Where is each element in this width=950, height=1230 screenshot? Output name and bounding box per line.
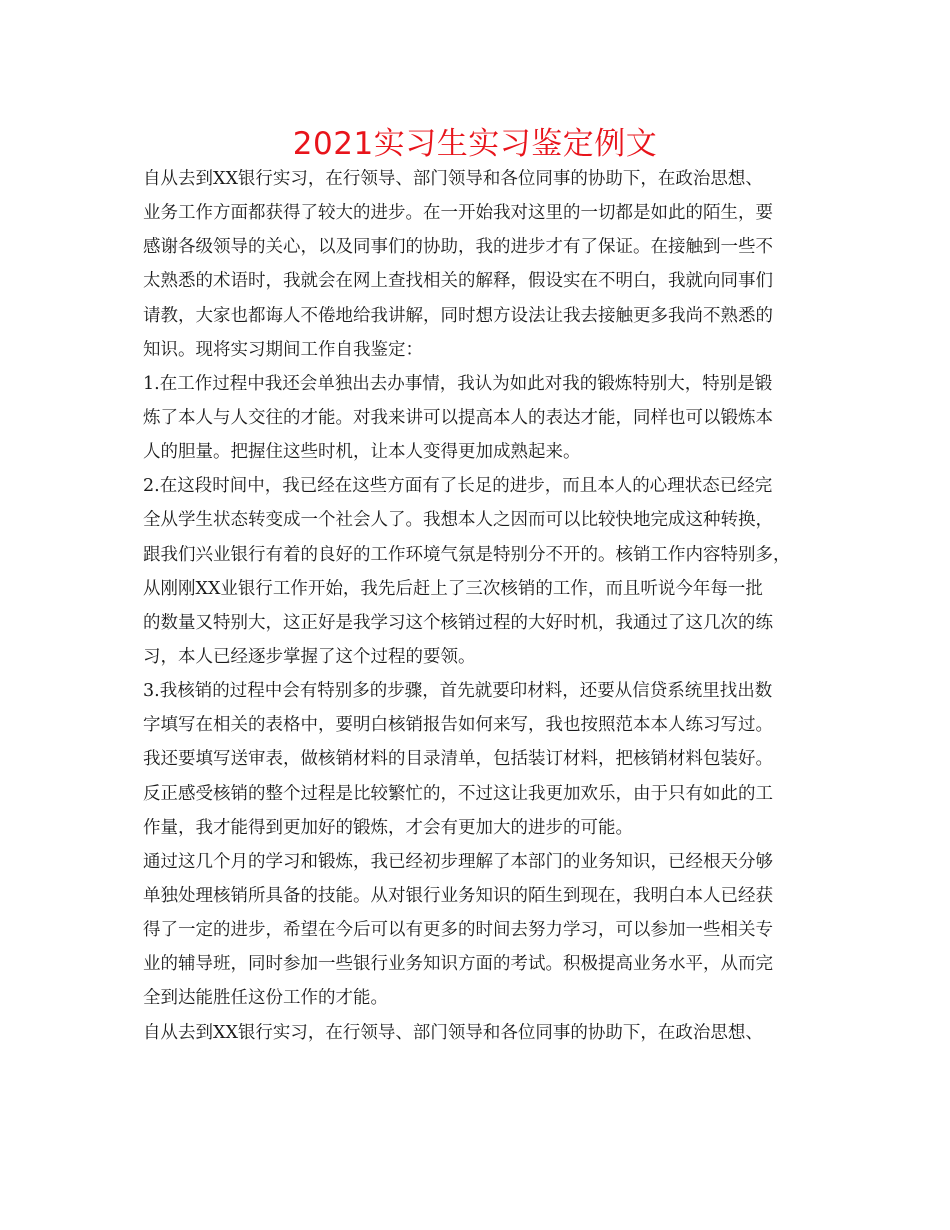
body-line: 太熟悉的术语时，我就会在网上查找相关的解释，假设实在不明白，我就向同事们	[143, 271, 773, 292]
body-line: 从刚刚XX业银行工作开始，我先后赶上了三次核销的工作，而且听说今年每一批	[143, 578, 763, 599]
body-line: 自从去到XX银行实习，在行领导、部门领导和各位同事的协助下，在政治思想、	[143, 1022, 763, 1043]
body-line: 作量，我才能得到更加好的锻炼，才会有更加大的进步的可能。	[143, 817, 633, 838]
body-line: 人的胆量。把握住这些时机，让本人变得更加成熟起来。	[143, 442, 581, 463]
body-line: 业务工作方面都获得了较大的进步。在一开始我对这里的一切都是如此的陌生，要	[143, 203, 773, 224]
body-line: 单独处理核销所具备的技能。从对银行业务知识的陌生到现在，我明白本人已经获	[143, 885, 773, 906]
document-body	[143, 162, 813, 1050]
body-line: 3.我核销的过程中会有特别多的步骤，首先就要印材料，还要从信贷系统里找出数	[143, 681, 773, 702]
body-line: 2.在这段时间中，我已经在这些方面有了长足的进步，而且本人的心理状态已经完	[143, 476, 773, 497]
body-line: 我还要填写送审表，做核销材料的目录清单，包括装订材料，把核销材料包装好。	[143, 749, 773, 770]
body-line: 感谢各级领导的关心，以及同事们的协助，我的进步才有了保证。在接触到一些不	[143, 237, 773, 258]
body-line: 字填写在相关的表格中，要明白核销报告如何来写，我也按照范本本人练习写过。	[143, 715, 773, 736]
body-line: 反正感受核销的整个过程是比较繁忙的，不过这让我更加欢乐，由于只有如此的工	[143, 783, 773, 804]
body-line: 自从去到XX银行实习，在行领导、部门领导和各位同事的协助下，在政治思想、	[143, 169, 763, 189]
body-line: 的数量又特别大，这正好是我学习这个核销过程的大好时机，我通过了这几次的练	[143, 612, 773, 633]
body-line: 请教，大家也都诲人不倦地给我讲解，同时想方设法让我去接触更多我尚不熟悉的	[143, 305, 773, 326]
body-line: 全从学生状态转变成一个社会人了。我想本人之因而可以比较快地完成这种转换，	[143, 510, 773, 531]
body-line: 全到达能胜任这份工作的才能。	[143, 988, 388, 1009]
body-line: 跟我们兴业银行有着的良好的工作环境气氛是特别分不开的。核销工作内容特别多，	[143, 544, 791, 565]
body-line: 习，本人已经逐步掌握了这个过程的要领。	[143, 646, 476, 667]
body-line: 得了一定的进步，希望在今后可以有更多的时间去努力学习，可以参加一些相关专	[143, 920, 773, 941]
body-line: 1.在工作过程中我还会单独出去办事情，我认为如此对我的锻炼特别大，特别是锻	[143, 373, 773, 394]
body-line: 知识。现将实习期间工作自我鉴定：	[143, 339, 423, 360]
document-title: 2021实习生实习鉴定例文	[292, 126, 658, 162]
body-line: 炼了本人与人交往的才能。对我来讲可以提高本人的表达才能，同样也可以锻炼本	[143, 407, 773, 428]
body-line: 业的辅导班，同时参加一些银行业务知识方面的考试。积极提高业务水平，从而完	[143, 954, 773, 975]
body-line: 通过这几个月的学习和锻炼，我已经初步理解了本部门的业务知识，已经根天分够	[143, 851, 773, 872]
